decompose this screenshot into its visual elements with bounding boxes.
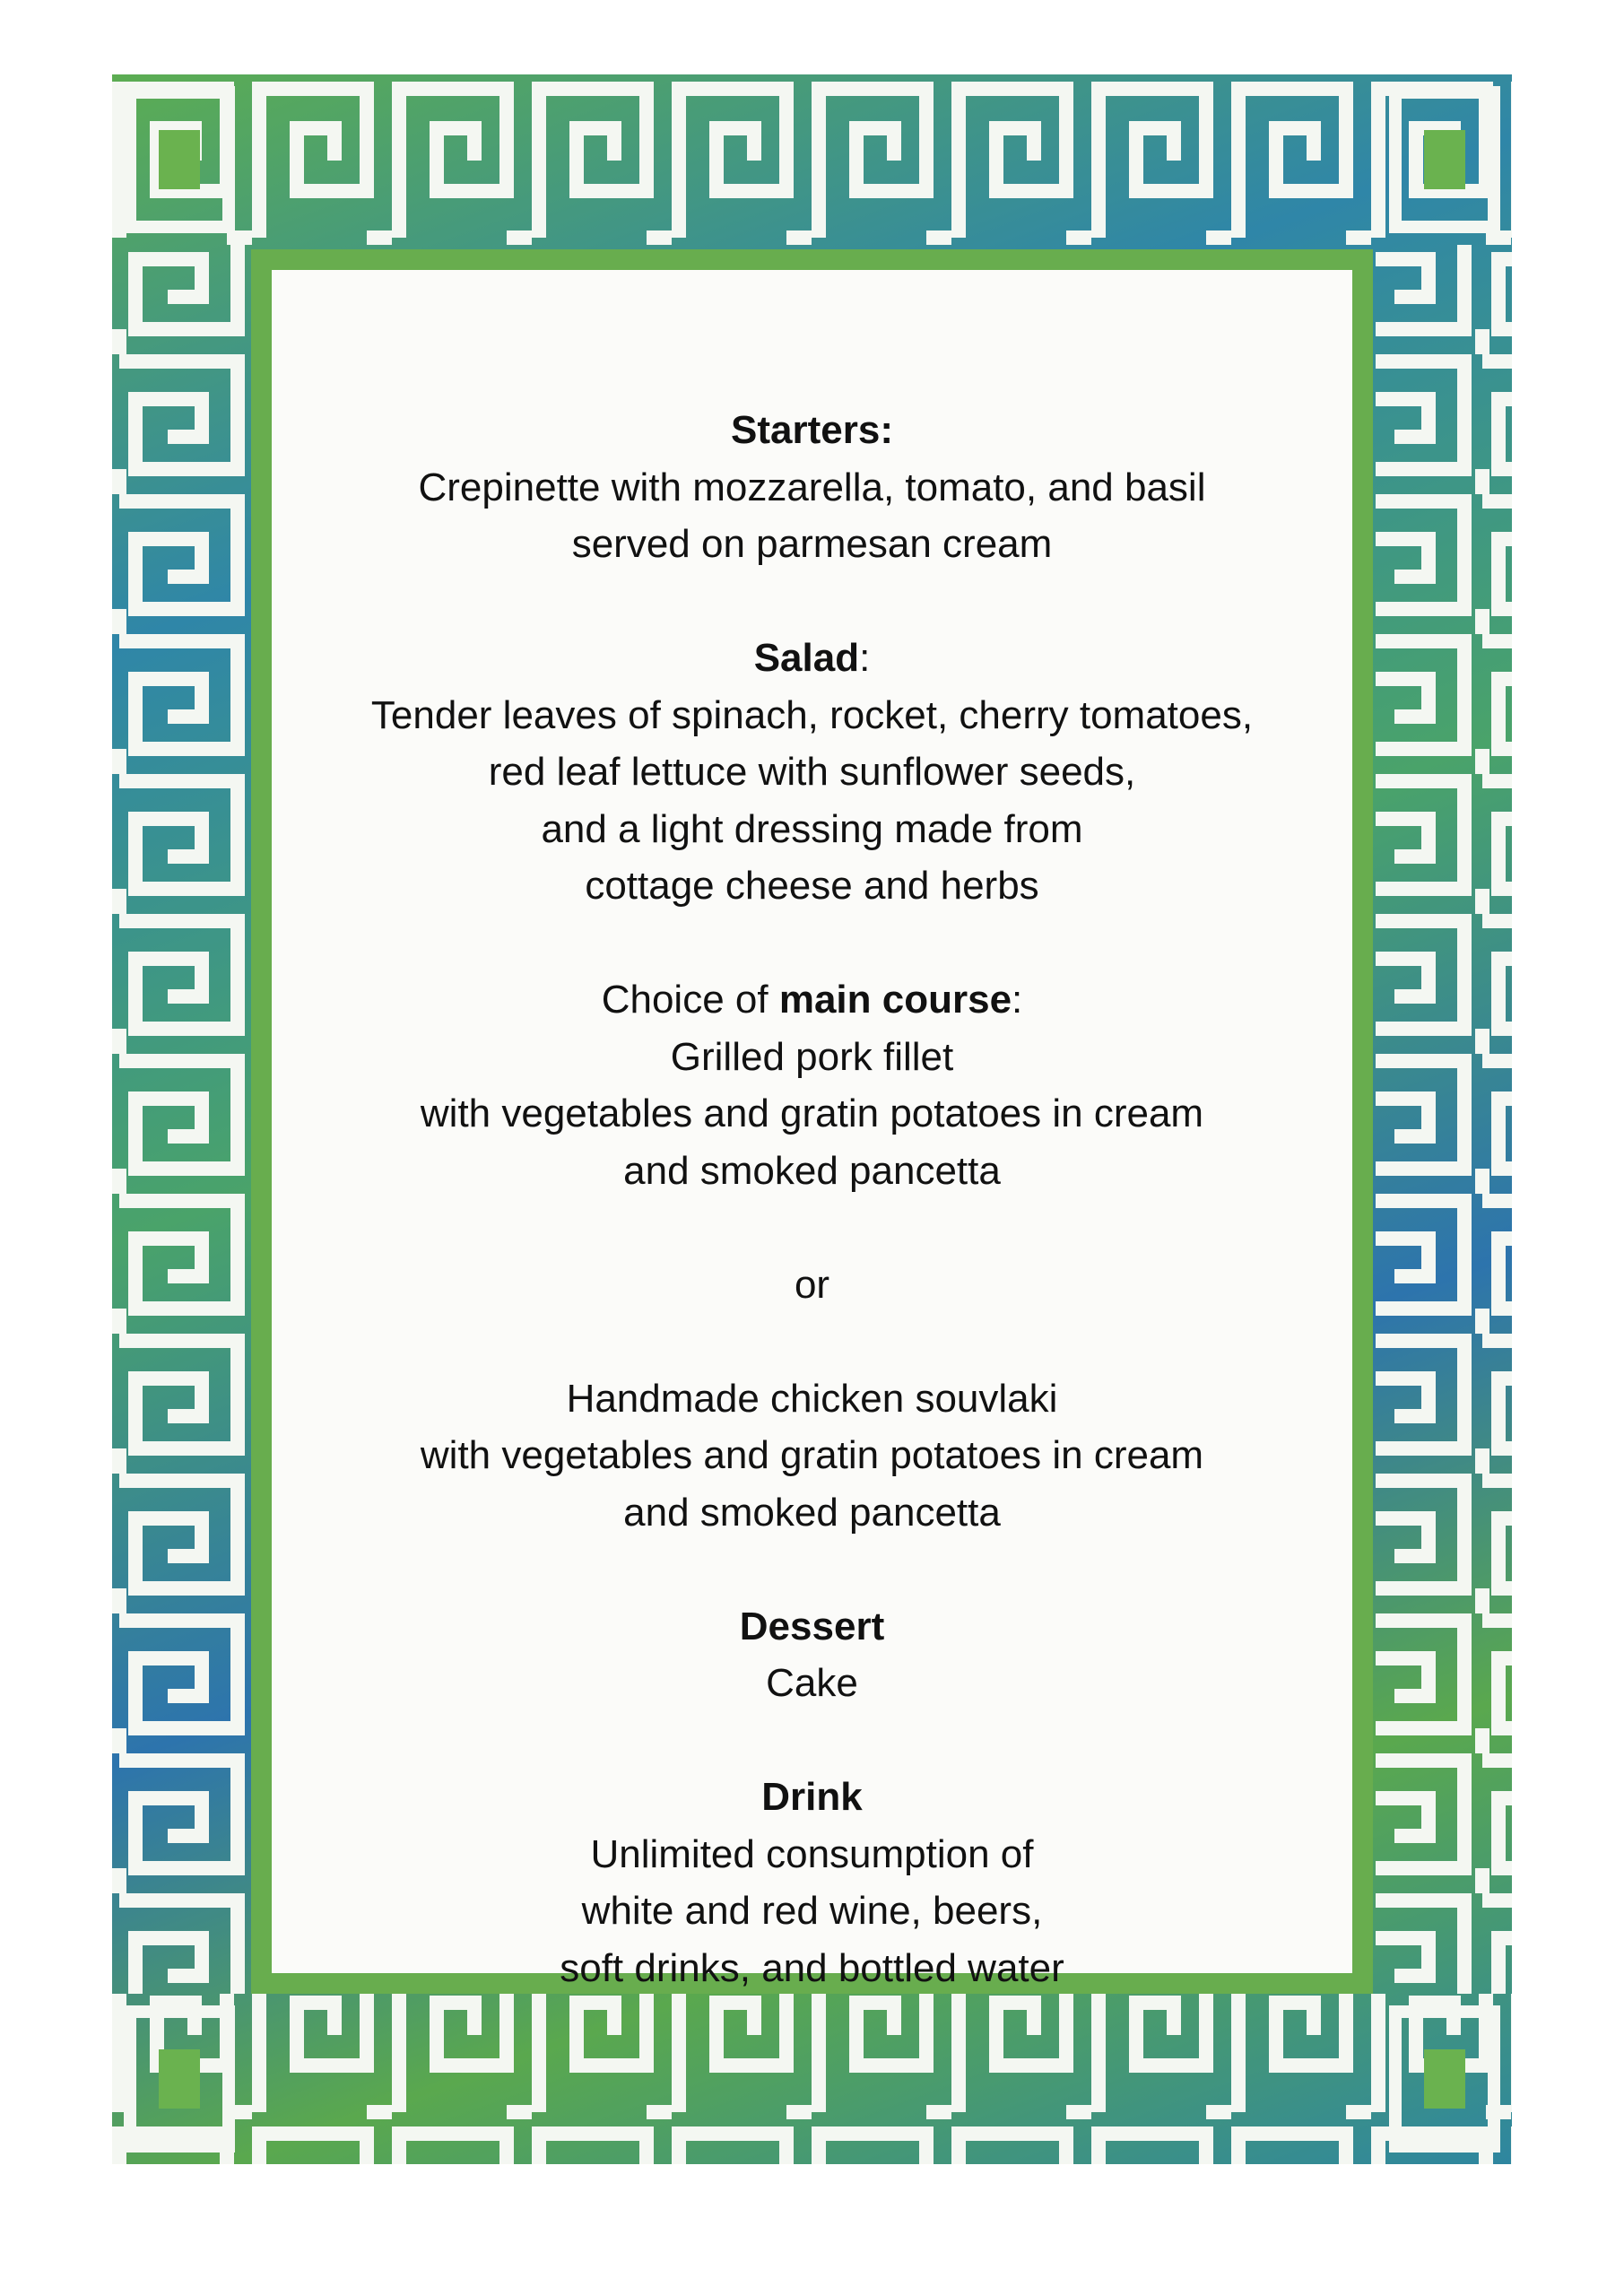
salad-heading-line	[272, 630, 1352, 687]
dessert-heading: Dessert	[739, 1604, 885, 1648]
heading-colon: :	[1012, 978, 1023, 1022]
left-band	[112, 245, 248, 1994]
menu-line: Handmade chicken souvlaki	[566, 1376, 1058, 1421]
menu-line: white and red wine, beers,	[581, 1889, 1043, 1933]
menu-line: soft drinks, and bottled water	[560, 1945, 1064, 1990]
menu-line: Tender leaves of spinach, rocket, cherry tomatoes,	[370, 692, 1254, 737]
menu-line: Cake	[766, 1661, 858, 1705]
menu-line: and a light dressing made from	[541, 806, 1083, 851]
menu-line: Crepinette with mozzarella, tomato, and basil	[418, 465, 1206, 509]
right-band	[1376, 245, 1512, 1994]
menu-line: cottage cheese and herbs	[585, 864, 1039, 908]
menu-line: served on parmesan cream	[571, 522, 1053, 566]
heading-colon: :	[859, 636, 871, 680]
main-course-heading-line	[272, 971, 1352, 1029]
or-separator: or	[794, 1262, 830, 1307]
menu-line: with vegetables and gratin potatoes in cream	[420, 1091, 1204, 1135]
menu-line: and smoked pancetta	[623, 1148, 1001, 1193]
menu-line: with vegetables and gratin potatoes in cream	[420, 1433, 1204, 1477]
greek-key-border	[112, 74, 1512, 2164]
heading-prefix: Choice of	[601, 978, 779, 1022]
top-band	[112, 74, 1512, 245]
menu-line: Grilled pork fillet	[670, 1034, 954, 1079]
bottom-band	[112, 1994, 1512, 2164]
main-course-heading: main course	[778, 978, 1012, 1022]
menu-line: Unlimited consumption of	[590, 1831, 1034, 1876]
menu-line: red leaf lettuce with sunflower seeds,	[488, 750, 1136, 794]
menu-line: and smoked pancetta	[623, 1490, 1001, 1535]
menu-content	[272, 402, 1352, 1996]
drink-heading: Drink	[761, 1775, 863, 1819]
starters-heading: Starters:	[731, 408, 893, 452]
salad-heading: Salad	[753, 636, 860, 680]
menu-panel	[272, 270, 1352, 1990]
